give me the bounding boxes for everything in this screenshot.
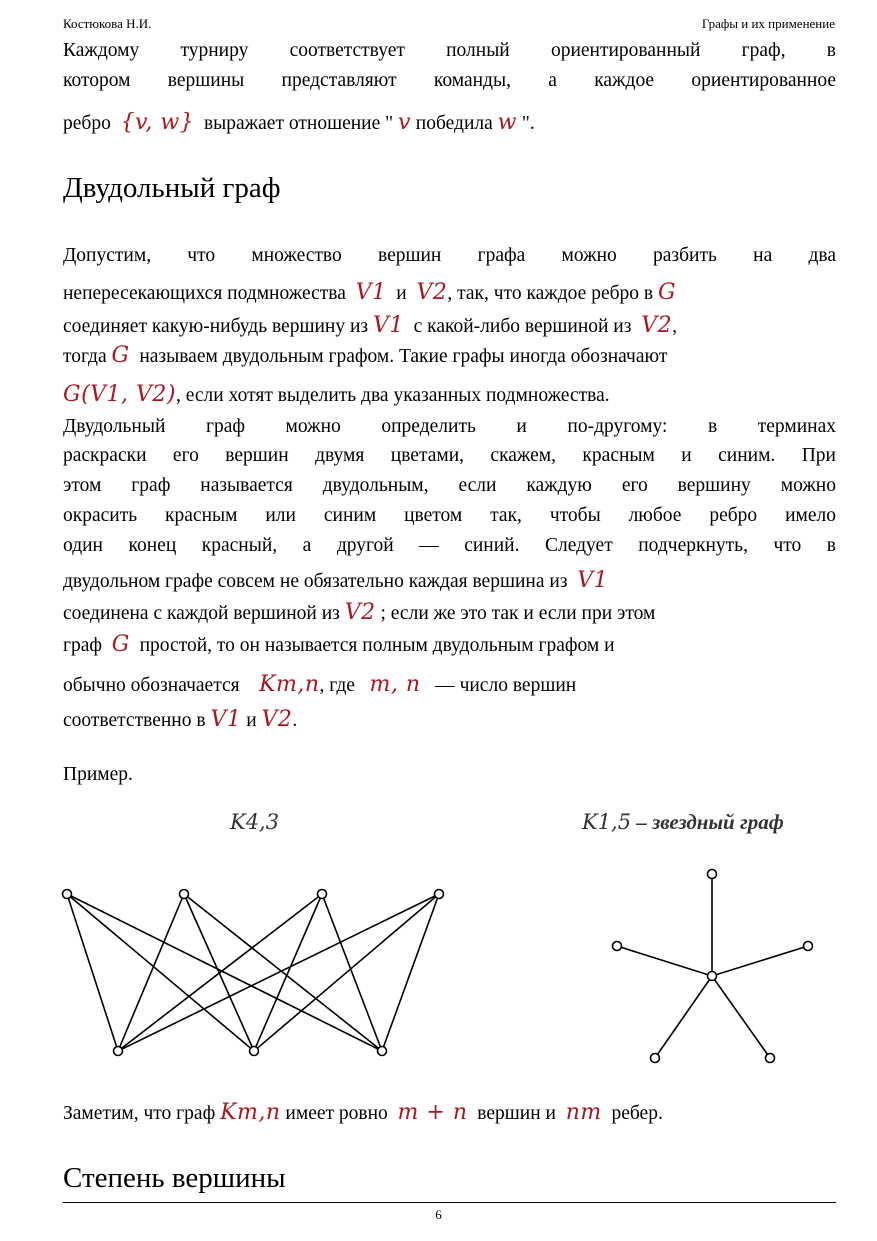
text: победила	[415, 113, 493, 134]
text: ребро	[63, 113, 111, 134]
math-V2: V2	[416, 280, 448, 305]
text: двудольном графе совсем не обязательно каждая вершина из	[63, 571, 568, 592]
text: и	[396, 283, 407, 304]
text: Заметим, что граф	[63, 1103, 216, 1124]
vertex	[651, 1054, 660, 1063]
para2-line11	[63, 568, 836, 595]
vertex	[766, 1054, 775, 1063]
text: соединяет какую-нибудь вершину из	[63, 316, 369, 337]
text: называем двудольным графом. Такие графы иногда обозначают	[139, 346, 668, 367]
para2-line12	[63, 600, 836, 627]
k43-label: K4,3	[230, 810, 280, 834]
text: , если хотят выделить два указанных подмножества.	[176, 385, 610, 406]
para1-line3	[63, 110, 836, 137]
text: ребер.	[611, 1103, 663, 1124]
text: граф	[63, 635, 103, 656]
text: обычно обозначается	[63, 675, 240, 696]
vertex	[250, 1047, 259, 1056]
vertex	[114, 1047, 123, 1056]
heading-vertex-degree: Степень вершины	[63, 1162, 286, 1194]
para2-line5	[63, 382, 836, 409]
math-G: G	[657, 280, 677, 305]
page-number: 6	[435, 1207, 442, 1222]
math-nm: nm	[565, 1100, 602, 1125]
text: ,	[672, 316, 677, 337]
header-author: Костюкова Н.И.	[63, 16, 152, 31]
text: простой, то он называется полным двудольным графом и	[139, 635, 615, 656]
math-Kmn: Km,n	[259, 672, 320, 697]
math-vw: {v, w}	[120, 110, 195, 135]
edge	[67, 894, 382, 1051]
edge	[712, 976, 770, 1058]
vertex	[435, 890, 444, 899]
math-w: w	[497, 110, 518, 135]
para2-line8: этом граф называется двудольным, если каждую его вершину можно	[63, 475, 836, 496]
text: тогда	[63, 346, 107, 367]
vertex	[708, 870, 717, 879]
para2-line2	[63, 280, 836, 307]
edge	[712, 946, 808, 976]
text: — число вершин	[435, 675, 577, 696]
math-V1: V1	[372, 313, 404, 338]
math-V1: V1	[355, 280, 387, 305]
heading-bipartite: Двудольный граф	[63, 172, 281, 204]
vertex	[378, 1047, 387, 1056]
edge	[254, 894, 322, 1051]
example-label: Пример.	[63, 764, 133, 785]
para2-line3	[63, 313, 836, 340]
edge	[118, 894, 184, 1051]
math-Kmn: Km,n	[220, 1100, 281, 1125]
vertex	[613, 942, 622, 951]
figure-left-title	[230, 810, 279, 835]
text: .	[292, 710, 298, 731]
math-V2: V2	[344, 600, 376, 625]
para2-line9: окрасить красным или синим цветом так, чтобы любое ребро имело	[63, 505, 836, 526]
para2-line10: один конец красный, а другой — синий. Следует подчеркнуть, что в	[63, 535, 836, 556]
vertex	[804, 942, 813, 951]
vertex	[318, 890, 327, 899]
star-graph-caption: – звездный граф	[636, 810, 784, 834]
text: вершин и	[477, 1103, 556, 1124]
text: выражает отношение "	[203, 113, 394, 134]
vertex	[180, 890, 189, 899]
vertex	[63, 890, 72, 899]
math-V2: V2	[261, 707, 293, 732]
text: ".	[521, 113, 535, 134]
edge	[67, 894, 118, 1051]
para2-line13	[63, 632, 836, 659]
math-G: G	[111, 343, 130, 368]
para1-line2: котором вершины представляют команды, а каждое ориентированное	[63, 70, 836, 91]
edge	[655, 976, 712, 1058]
para2-line1: Допустим, что множество вершин графа можно разбить на два	[63, 245, 836, 266]
k43-graph	[55, 880, 455, 1065]
footer-divider	[63, 1202, 836, 1203]
math-G: G	[111, 632, 130, 657]
k15-label: K1,5	[582, 810, 632, 834]
text: имеет ровно	[285, 1103, 388, 1124]
edge	[118, 894, 322, 1051]
math-V2: V2	[641, 313, 673, 338]
math-V1: V1	[210, 707, 242, 732]
para3-line	[63, 1100, 836, 1127]
text: , где	[319, 675, 355, 696]
text: с какой-либо вершиной из	[413, 316, 632, 337]
figure-right-title	[582, 810, 784, 835]
text: , так, что каждое ребро в	[447, 283, 654, 304]
para2-line15	[63, 707, 836, 734]
para2-line7: раскраски его вершин двумя цветами, скажем, красным и синим. При	[63, 445, 836, 466]
math-mn: m, n	[369, 672, 421, 697]
math-V1: V1	[577, 568, 609, 593]
text: ; если же это так и если при этом	[380, 603, 656, 624]
para2-line14	[63, 672, 836, 699]
header-title: Графы и их применение	[701, 16, 835, 31]
para1-line1: Каждому турниру соответствует полный ориентированный граф, в	[63, 40, 836, 61]
math-m-plus-n: m + n	[397, 1100, 468, 1125]
text: непересекающихся подмножества	[63, 283, 346, 304]
k15-graph	[600, 860, 820, 1070]
text: соответственно в	[63, 710, 206, 731]
text: соединена с каждой вершиной из	[63, 603, 340, 624]
math-v: v	[397, 110, 411, 135]
para2-line6: Двудольный граф можно определить и по-другому: в терминах	[63, 416, 836, 437]
para2-line4	[63, 343, 836, 370]
vertex	[708, 972, 717, 981]
math-G-V1-V2: G(V1, V2)	[63, 382, 176, 407]
edge	[617, 946, 712, 976]
text: и	[246, 710, 257, 731]
